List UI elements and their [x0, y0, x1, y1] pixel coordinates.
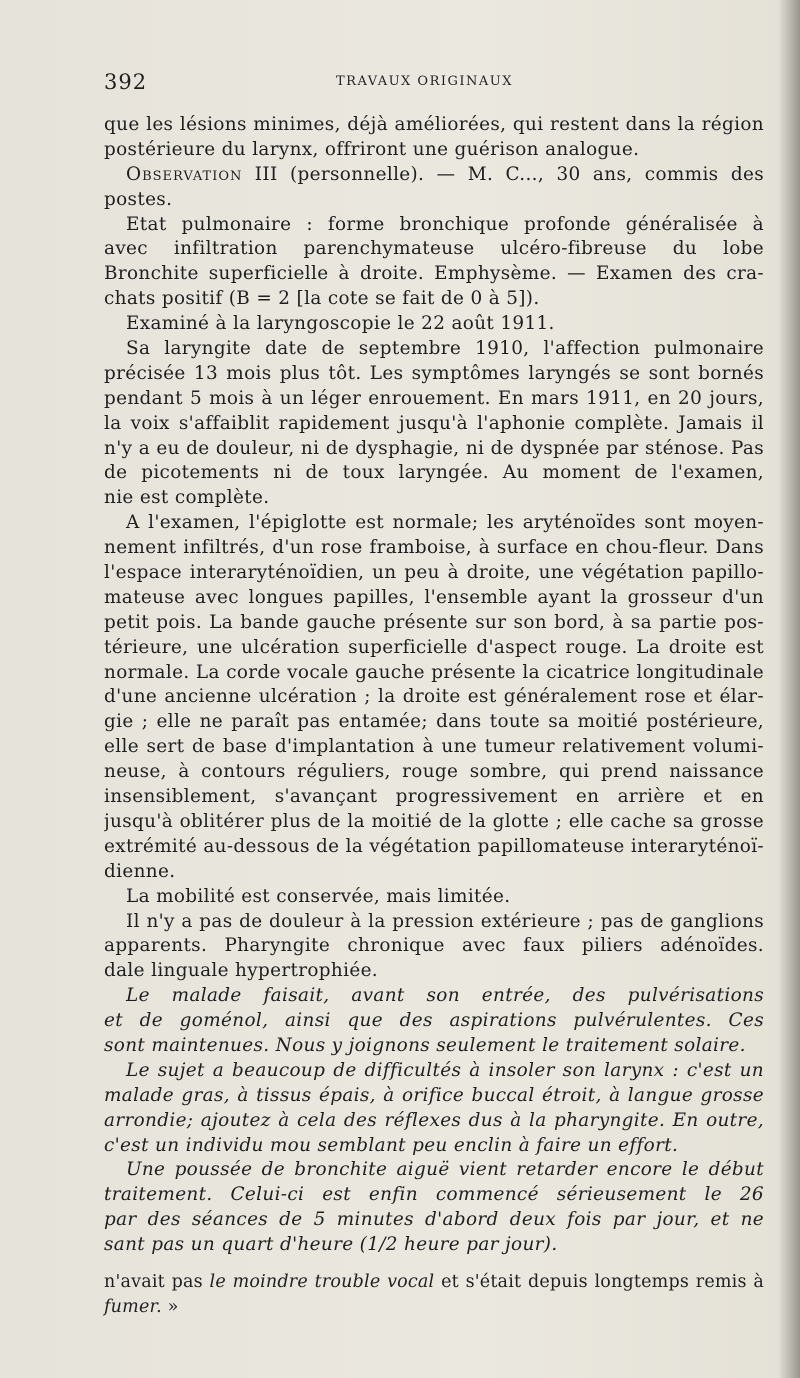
closing-line-1: [104, 1270, 764, 1295]
text-line-content: neuse, à contours réguliers, rouge sombre, qui prend naissance: [104, 761, 764, 783]
page-edge-shadow: [778, 0, 800, 1378]
closing-fragment: »: [161, 1296, 179, 1317]
text-line-content: traitement. Celui-ci est enfin commencé sérieusement le 26: [104, 1184, 764, 1206]
text-line-content: chats positif (B = 2 [la cote se fait de 0 à 5]).: [104, 288, 540, 310]
text-line-content: dienne.: [104, 860, 176, 882]
text-line: [104, 860, 764, 885]
text-line-content: Bronchite superficielle à droite. Emphysème. — Examen des cra-: [104, 263, 764, 285]
closing-fragment: et s'était depuis longtemps remis à: [434, 1271, 764, 1292]
closing-fragment: n'avait pas: [104, 1271, 210, 1292]
text-line-content: mateuse avec longues papilles, l'ensemble ayant la grosseur d'un: [104, 586, 764, 608]
text-line-content: et de goménol, ainsi que des aspirations pulvérulentes. Ces: [104, 1010, 764, 1032]
text-line-content: La mobilité est conservée, mais limitée.: [126, 885, 511, 907]
text-line: [104, 885, 764, 910]
text-line: [104, 636, 764, 661]
text-line-content: n'y a eu de douleur, ni de dysphagie, ni de dyspnée par sténose. Pas: [104, 437, 764, 459]
text-line: [104, 735, 764, 760]
text-line: [104, 1084, 764, 1109]
text-line-content: elle sert de base d'implantation à une tumeur relativement volumi-: [104, 736, 764, 758]
closing-fragment: le moindre trouble vocal: [209, 1271, 435, 1292]
text-line: [104, 387, 764, 412]
text-line-content: c'est un individu mou semblant peu enclin à faire un effort.: [104, 1134, 679, 1156]
text-line-content: Une poussée de bronchite aiguë vient retarder encore le début: [126, 1159, 764, 1181]
text-line: [104, 113, 764, 138]
text-line: [104, 1208, 764, 1233]
running-title: TRAVAUX ORIGINAUX: [336, 74, 514, 89]
closing-fragment: fumer.: [104, 1296, 162, 1317]
text-line-content: apparents. Pharyngite chronique avec faux piliers adénoïdes.: [104, 935, 764, 957]
text-line: [104, 1109, 764, 1134]
text-line: [104, 561, 764, 586]
text-line: [104, 237, 764, 262]
text-line: [104, 934, 764, 959]
text-line-content: jusqu'à oblitérer plus de la moitié de la glotte ; elle cache sa grosse: [104, 810, 764, 832]
text-line-content: dale linguale hypertrophiée.: [104, 960, 378, 982]
text-line-content: extrémité au-dessous de la végétation papillomateuse interaryténoï-: [104, 835, 764, 857]
text-line-content: postérieure du larynx, offriront une guérison analogue.: [104, 138, 640, 160]
text-line: [104, 1233, 764, 1258]
text-line-content: avec infiltration parenchymateuse ulcéro-fibreuse du lobe: [104, 238, 764, 260]
text-line-content: que les lésions minimes, déjà améliorées, qui restent dans la région: [104, 114, 764, 135]
body-text: [104, 113, 764, 1320]
text-line-content: Examiné à la laryngoscopie le 22 août 1911.: [126, 313, 555, 335]
text-line-content: arrondie; ajoutez à cela des réflexes dus à la pharyngite. En outre,: [104, 1109, 764, 1131]
text-line-content: nie est complète.: [104, 487, 270, 509]
text-line-content: d'une ancienne ulcération ; la droite est généralement rose et élar-: [104, 686, 764, 708]
text-line: [104, 1009, 764, 1034]
text-line: [104, 262, 764, 287]
text-line-content: gie ; elle ne paraît pas entamée; dans toute sa moitié postérieure,: [104, 711, 764, 733]
text-line-content: sant pas un quart d'heure (1/2 heure par jour).: [104, 1234, 558, 1256]
text-line: [104, 785, 764, 810]
page-number: 392: [104, 70, 148, 94]
text-line: [104, 138, 764, 163]
text-line-content: térieure, une ulcération superficielle d'aspect rouge. La droite est: [104, 636, 764, 658]
text-line-content: malade gras, à tissus épais, à orifice buccal étroit, à langue grosse: [104, 1084, 764, 1106]
text-line: [104, 661, 764, 686]
text-line-content: nement infiltrés, d'un rose framboise, à surface en chou-fleur. Dans: [104, 537, 764, 559]
text-line: [104, 486, 764, 511]
text-line: [104, 287, 764, 312]
text-line-content: sont maintenues. Nous y joignons seulement le traitement solaire.: [104, 1034, 746, 1056]
text-line: [104, 1183, 764, 1208]
text-line: [104, 362, 764, 387]
text-line: [104, 412, 764, 437]
text-line: [104, 536, 764, 561]
closing-line-2: [104, 1295, 764, 1320]
running-head: [104, 70, 764, 100]
text-line: [104, 835, 764, 860]
text-line: [104, 984, 764, 1009]
text-line-content: petit pois. La bande gauche présente sur son bord, à sa partie pos-: [104, 611, 764, 633]
text-line: [104, 959, 764, 984]
text-line-content: normale. La corde vocale gauche présente la cicatrice longitudinale: [104, 661, 764, 683]
text-line-content: Le malade faisait, avant son entrée, des pulvérisations: [126, 985, 764, 1007]
text-line: [104, 760, 764, 785]
text-line: [104, 163, 764, 188]
text-line: [104, 1158, 764, 1183]
text-line: [104, 213, 764, 238]
text-line-content: Il n'y a pas de douleur à la pression extérieure ; pas de ganglions: [126, 910, 764, 932]
text-line: [104, 685, 764, 710]
text-line-content: précisée 13 mois plus tôt. Les symptômes laryngés se sont bornés: [104, 362, 764, 384]
text-line: [104, 611, 764, 636]
text-line: [104, 586, 764, 611]
text-line-content: A l'examen, l'épiglotte est normale; les aryténoïdes sont moyen-: [126, 512, 764, 534]
text-line: [104, 1059, 764, 1084]
text-line: [104, 1034, 764, 1059]
text-line-content: Le sujet a beaucoup de difficultés à insoler son larynx : c'est un: [126, 1059, 764, 1081]
text-line: [104, 710, 764, 735]
text-line: [104, 188, 764, 213]
text-line-content: pendant 5 mois à un léger enrouement. En mars 1911, en 20 jours,: [104, 387, 764, 409]
text-line: [104, 461, 764, 486]
text-line: [104, 910, 764, 935]
text-line-content: III (personnelle). — M. C..., 30 ans, commis des: [242, 163, 764, 185]
text-line: [104, 437, 764, 462]
text-line: [104, 337, 764, 362]
observation-label: Observation: [126, 163, 243, 185]
text-line-content: la voix s'affaiblit rapidement jusqu'à l'aphonie complète. Jamais il: [104, 412, 764, 434]
text-line-content: par des séances de 5 minutes d'abord deux fois par jour, et ne: [104, 1209, 764, 1231]
text-line-content: Sa laryngite date de septembre 1910, l'affection pulmonaire: [126, 338, 764, 360]
text-line: [104, 312, 764, 337]
text-line-content: postes.: [104, 188, 173, 210]
text-line-content: l'espace interaryténoïdien, un peu à droite, une végétation papillo-: [104, 562, 764, 584]
text-line: [104, 810, 764, 835]
text-line: [104, 1134, 764, 1159]
text-line-content: insensiblement, s'avançant progressivement en arrière et en: [104, 786, 764, 808]
text-line-content: Etat pulmonaire : forme bronchique profonde généralisée à: [126, 213, 764, 235]
text-line-content: de picotements ni de toux laryngée. Au moment de l'examen,: [104, 462, 764, 484]
text-line: [104, 511, 764, 536]
